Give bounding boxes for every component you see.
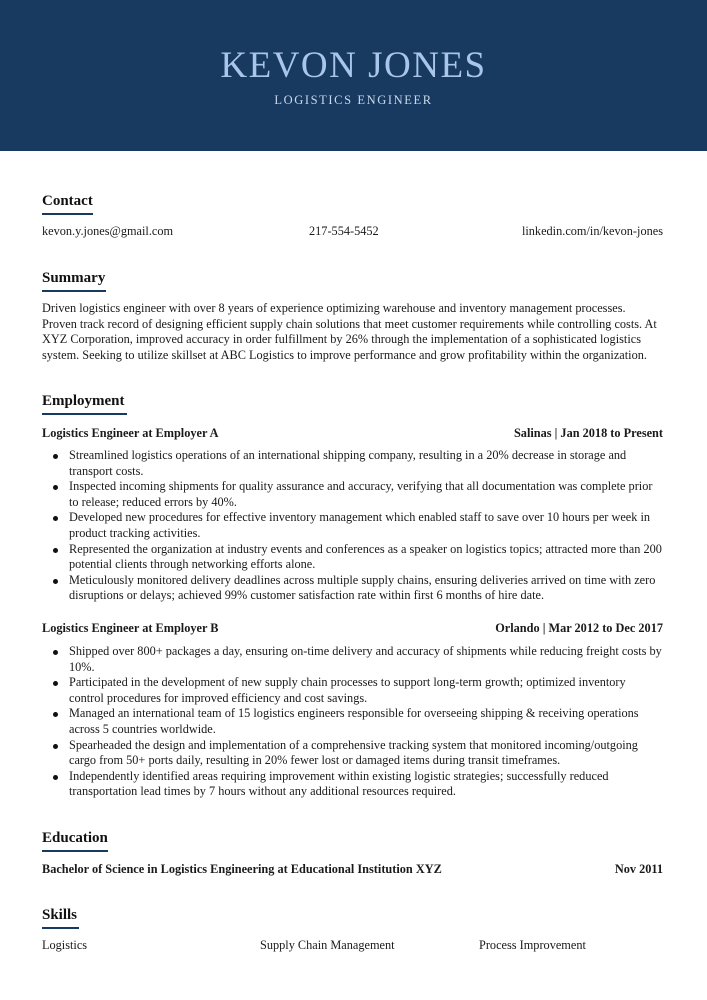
- education-date: Nov 2011: [614, 862, 663, 876]
- skill-item: Supply Chain Management: [260, 938, 395, 952]
- list-item: Shipped over 800+ packages a day, ensuring on-time delivery and accuracy of shipments while reducing freight costs by 10%.: [69, 644, 662, 674]
- job-title: Logistics Engineer at Employer B: [42, 621, 219, 635]
- resume-header: [0, 0, 707, 151]
- summary-heading-rule: [42, 290, 106, 292]
- list-item: Developed new procedures for effective inventory management which enabled staff to save over 10 hours per week in product tracking activities.: [69, 510, 663, 541]
- job-title: Logistics Engineer at Employer A: [42, 426, 219, 440]
- candidate-title: LOGISTICS ENGINEER: [274, 93, 433, 107]
- education-entry: [42, 862, 663, 877]
- skill-item: Logistics: [42, 938, 88, 952]
- contact-heading: Contact: [42, 193, 93, 209]
- skills-heading-rule: [42, 927, 79, 929]
- education-heading: Education: [42, 830, 108, 846]
- employment-heading-rule: [42, 413, 127, 415]
- job-header: [42, 426, 663, 441]
- job-location-dates: Salinas | Jan 2018 to Present: [513, 426, 663, 440]
- education-heading-rule: [42, 850, 108, 852]
- list-item: Spearheaded the design and implementation of a comprehensive tracking system that monitored incoming/outgoing cargo from 50+ ports daily, resulting in 20% fewer lost or damaged items during transit timeframes.: [69, 738, 663, 769]
- list-item: Inspected incoming shipments for quality assurance and accuracy, verifying that all documentation was complete prior to release; reduced errors by 40%.: [69, 479, 663, 510]
- skills-heading: Skills: [42, 907, 78, 923]
- list-item: Managed an international team of 15 logistics engineers responsible for overseeing shipping & receiving operations across 5 countries worldwide.: [69, 706, 663, 737]
- contact-phone[interactable]: 217-554-5452: [309, 224, 379, 238]
- list-item: Independently identified areas requiring improvement within existing logistic strategies; successfully reduced transportation lead times by 7 hours without any additional resources required.: [69, 769, 663, 800]
- contact-heading-rule: [42, 213, 93, 215]
- job-bullets: [69, 448, 663, 604]
- job-location-dates: Orlando | Mar 2012 to Dec 2017: [495, 621, 663, 635]
- list-item: Streamlined logistics operations of an international shipping company, resulting in a 20% decrease in storage and transport costs.: [69, 448, 663, 479]
- list-item: Represented the organization at industry events and conferences as a speaker on logistics topics; attracted more than 200 potential clients through networking efforts alone.: [69, 541, 662, 572]
- skill-item: Process Improvement: [479, 938, 586, 952]
- job-bullets: [69, 644, 663, 800]
- education-degree: Bachelor of Science in Logistics Engineering at Educational Institution XYZ: [42, 862, 442, 876]
- job-header: [42, 621, 663, 636]
- summary-text: Driven logistics engineer with over 8 years of experience optimizing warehouse and inventory management processes. Proven track record of designing efficient supply chain solutions that meet customer requirements while controlling costs. At XYZ Corporation, improved accuracy in order fulfillment by 26% through the implementation of a sophisticated logistics system. Seeking to utilize skillset at ABC Logistics to improve performance and grow profitability within the organization.: [42, 301, 657, 362]
- list-item: Participated in the development of new supply chain processes to support long-term growth; optimized inventory control procedures for improved efficiency and cost savings.: [69, 675, 663, 706]
- summary-heading: Summary: [42, 270, 106, 286]
- employment-heading: Employment: [42, 393, 125, 409]
- contact-linkedin[interactable]: linkedin.com/in/kevon-jones: [521, 224, 663, 238]
- list-item: Meticulously monitored delivery deadlines across multiple supply chains, ensuring deliveries arrived on time with zero disruptions or delays; achieved 99% customer satisfaction rate within first 6 months of hire date.: [69, 573, 663, 604]
- contact-email[interactable]: kevon.y.jones@gmail.com: [42, 224, 174, 238]
- candidate-name: KEVON JONES: [220, 45, 487, 86]
